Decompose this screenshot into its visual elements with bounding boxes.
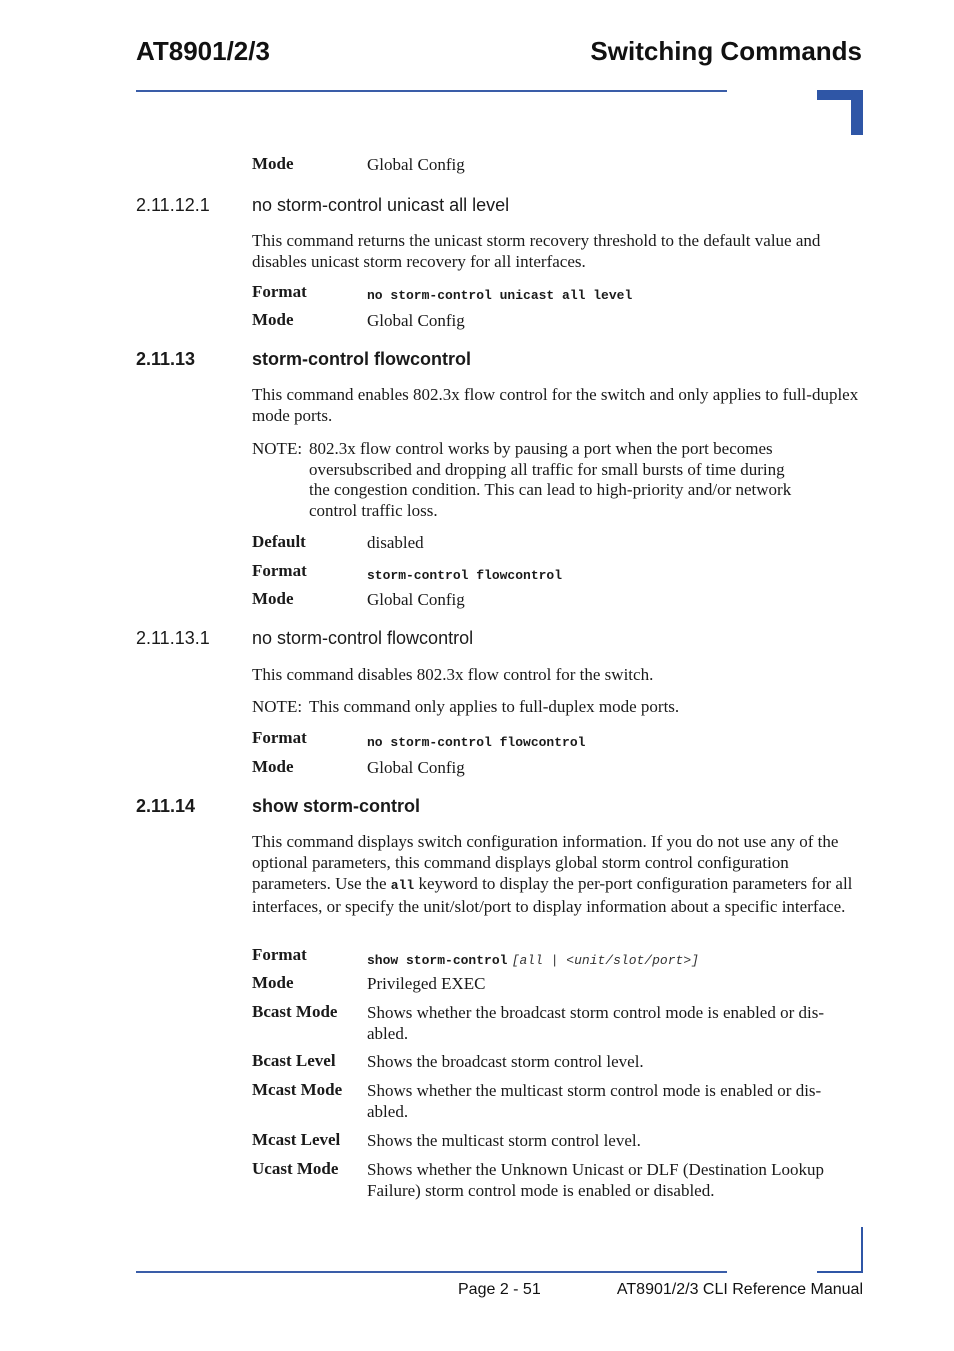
section-title: show storm-control: [252, 796, 421, 816]
default-value: disabled: [367, 533, 424, 552]
note-label: NOTE:: [252, 697, 303, 716]
section-number: 2.11.13: [136, 349, 196, 369]
default-label: Default: [252, 532, 306, 551]
mode-value: Global Config: [367, 758, 465, 777]
note-text: This command only applies to full-duplex mode ports.: [309, 697, 680, 716]
format-command: no storm-control unicast all level: [367, 288, 633, 303]
mode-label: Mode: [252, 973, 294, 992]
description-text: This command displays switch configuration information. If you do not use any of the optional parameters, this command displays global storm control configuration parameters. Use the: [252, 832, 839, 893]
mode-value: Global Config: [367, 590, 465, 609]
format-command: no storm-control flowcontrol: [367, 735, 586, 750]
format-command-name: show storm-control: [367, 953, 508, 968]
mode-label: Mode: [252, 154, 294, 173]
mcast-mode-desc: Shows whether the multicast storm control mode is enabled or dis-abled.: [367, 1081, 822, 1121]
mode-label: Mode: [252, 589, 294, 608]
section-description: This command returns the unicast storm recovery threshold to the default value and disables unicast storm recovery for all interfaces.: [252, 231, 821, 271]
footer-rule: [136, 1271, 727, 1273]
section-number: 2.11.14: [136, 796, 196, 816]
mode-label: Mode: [252, 757, 294, 776]
section-number: 2.11.12.1: [136, 195, 210, 215]
section-title: storm-control flowcontrol: [252, 349, 471, 369]
format-label: Format: [252, 282, 307, 301]
mode-label: Mode: [252, 310, 294, 329]
section-description: This command disables 802.3x flow control for the switch.: [252, 665, 654, 684]
note-text: 802.3x flow control works by pausing a port when the port becomes oversubscribed and dropping all traffic for small bursts of time during the congestion condition. This can lead to high-priority and/or network control traffic loss.: [309, 439, 792, 520]
header-corner-mark: [817, 90, 863, 135]
mode-value: Global Config: [367, 155, 465, 174]
bcast-mode-desc: Shows whether the broadcast storm control mode is enabled or dis-abled.: [367, 1003, 825, 1043]
page-number: Page 2 - 51: [458, 1281, 541, 1298]
description-text: keyword to display the per-port configuration parameters for all interfaces, or specify the unit/slot/port to display information about a specific interface.: [252, 874, 853, 916]
section-number: 2.11.13.1: [136, 628, 210, 648]
format-command: storm-control flowcontrol: [367, 568, 563, 583]
bcast-mode-label: Bcast Mode: [252, 1002, 338, 1021]
mcast-level-desc: Shows the multicast storm control level.: [367, 1131, 641, 1150]
mcast-level-label: Mcast Level: [252, 1130, 341, 1149]
ucast-mode-label: Ucast Mode: [252, 1159, 339, 1178]
format-command: [367, 948, 857, 971]
section-title: no storm-control flowcontrol: [252, 628, 474, 648]
header-chapter: Switching Commands: [590, 36, 862, 66]
header-product: AT8901/2/3: [136, 36, 270, 66]
mode-value: Global Config: [367, 311, 465, 330]
note-label: NOTE:: [252, 439, 303, 458]
mode-value: Privileged EXEC: [367, 974, 486, 993]
mcast-mode-label: Mcast Mode: [252, 1080, 343, 1099]
section-description: This command enables 802.3x flow control for the switch and only applies to full-duplex mode ports.: [252, 385, 859, 425]
manual-title: AT8901/2/3 CLI Reference Manual: [616, 1281, 863, 1298]
format-label: Format: [252, 561, 307, 580]
bcast-level-label: Bcast Level: [252, 1051, 336, 1070]
format-command-args: [all | <unit/slot/port>]: [511, 953, 699, 968]
ucast-mode-desc: Shows whether the Unknown Unicast or DLF (Destination Lookup Failure) storm control mode is enabled or disabled.: [367, 1160, 825, 1200]
footer-corner-mark: [817, 1227, 863, 1273]
format-label: Format: [252, 728, 307, 747]
keyword-all: all: [390, 878, 415, 893]
section-title: no storm-control unicast all level: [252, 195, 510, 215]
header-rule: [136, 90, 727, 92]
bcast-level-desc: Shows the broadcast storm control level.: [367, 1052, 644, 1071]
format-label: Format: [252, 945, 307, 964]
section-description: [252, 831, 862, 917]
